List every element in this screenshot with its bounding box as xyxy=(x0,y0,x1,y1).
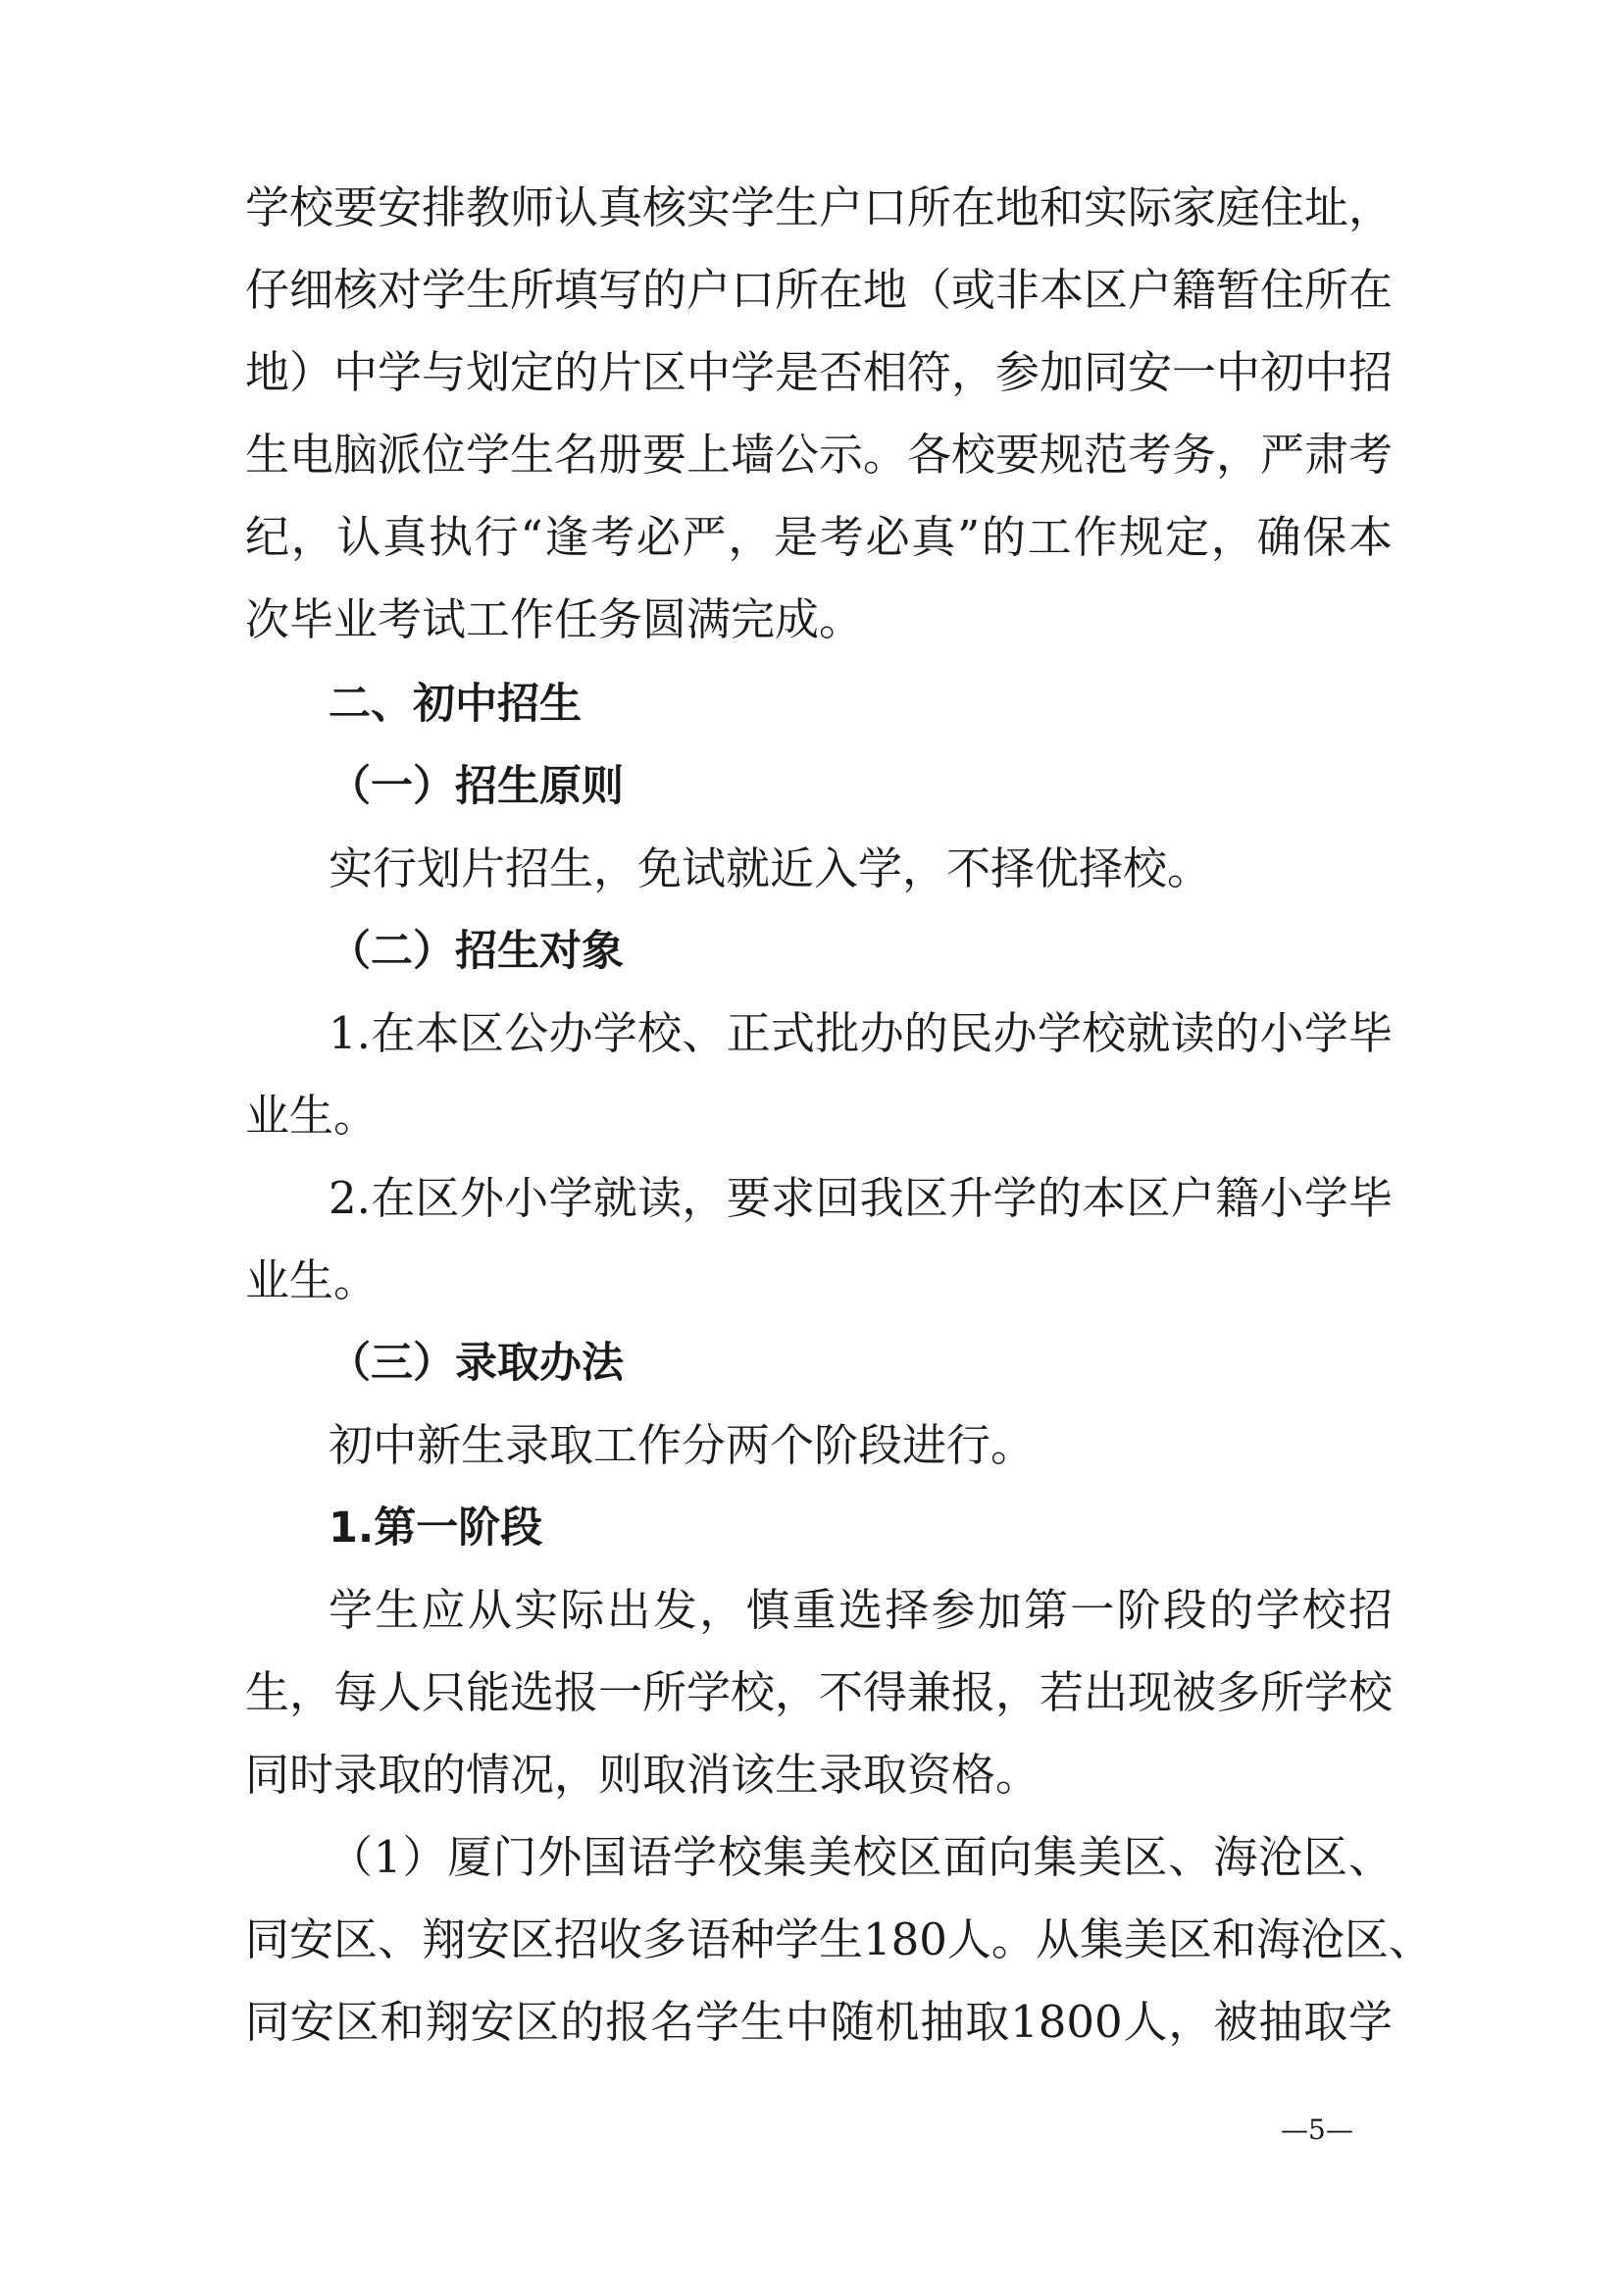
paragraph-line: 次毕业考试工作任务圆满完成。 xyxy=(245,593,864,645)
paragraph-line: 初中新生录取工作分两个阶段进行。 xyxy=(329,1419,1036,1471)
paragraph-line: 实行划片招生，免试就近入学，不择优择校。 xyxy=(329,842,1212,894)
paragraph-line: 纪，认真执行“逢考必严，是考必真”的工作规定，确保本 xyxy=(245,511,1393,563)
subsection-heading: （二）招生对象 xyxy=(329,927,624,976)
paragraph-line: 同时录取的情况，则取消该生录取资格。 xyxy=(245,1749,1040,1801)
paragraph-line: 生电脑派位学生名册要上墙公示。各校要规范考务，严肃考 xyxy=(245,429,1394,481)
paragraph-line: 学生应从实际出发，慎重选择参加第一阶段的学校招 xyxy=(329,1584,1393,1636)
stage-heading: 1.第一阶段 xyxy=(329,1503,543,1553)
list-item-line: 业生。 xyxy=(245,1090,379,1142)
paragraph-line: 地）中学与划定的片区中学是否相符，参加同安一中初中招 xyxy=(245,346,1394,398)
paragraph-line: 仔细核对学生所填写的户口所在地（或非本区户籍暂住所在 xyxy=(245,264,1394,316)
subsection-heading: （三）录取办法 xyxy=(329,1339,624,1388)
subsection-heading: （一）招生原则 xyxy=(329,762,624,811)
paragraph-line: （1）厦门外国语学校集美校区面向集美区、海沧区、 xyxy=(329,1831,1393,1883)
list-item-line: 2.在区外小学就读，要求回我区升学的本区户籍小学毕 xyxy=(329,1172,1393,1224)
paragraph-line: 同安区和翔安区的报名学生中随机抽取1800人，被抽取学 xyxy=(245,1996,1393,2048)
section-heading: 二、初中招生 xyxy=(329,680,582,729)
paragraph-line: 生，每人只能选报一所学校，不得兼报，若出现被多所学校 xyxy=(245,1666,1394,1718)
paragraph-line: 学校要安排教师认真核实学生户口所在地和实际家庭住址， xyxy=(245,181,1394,233)
paragraph-line: 同安区、翔安区招收多语种学生180人。从集美区和海沧区、 xyxy=(245,1913,1433,1965)
list-item-line: 1.在本区公办学校、正式批办的民办学校就读的小学毕 xyxy=(329,1007,1393,1059)
list-item-line: 业生。 xyxy=(245,1254,379,1306)
page-number: —5— xyxy=(1281,2114,1353,2146)
